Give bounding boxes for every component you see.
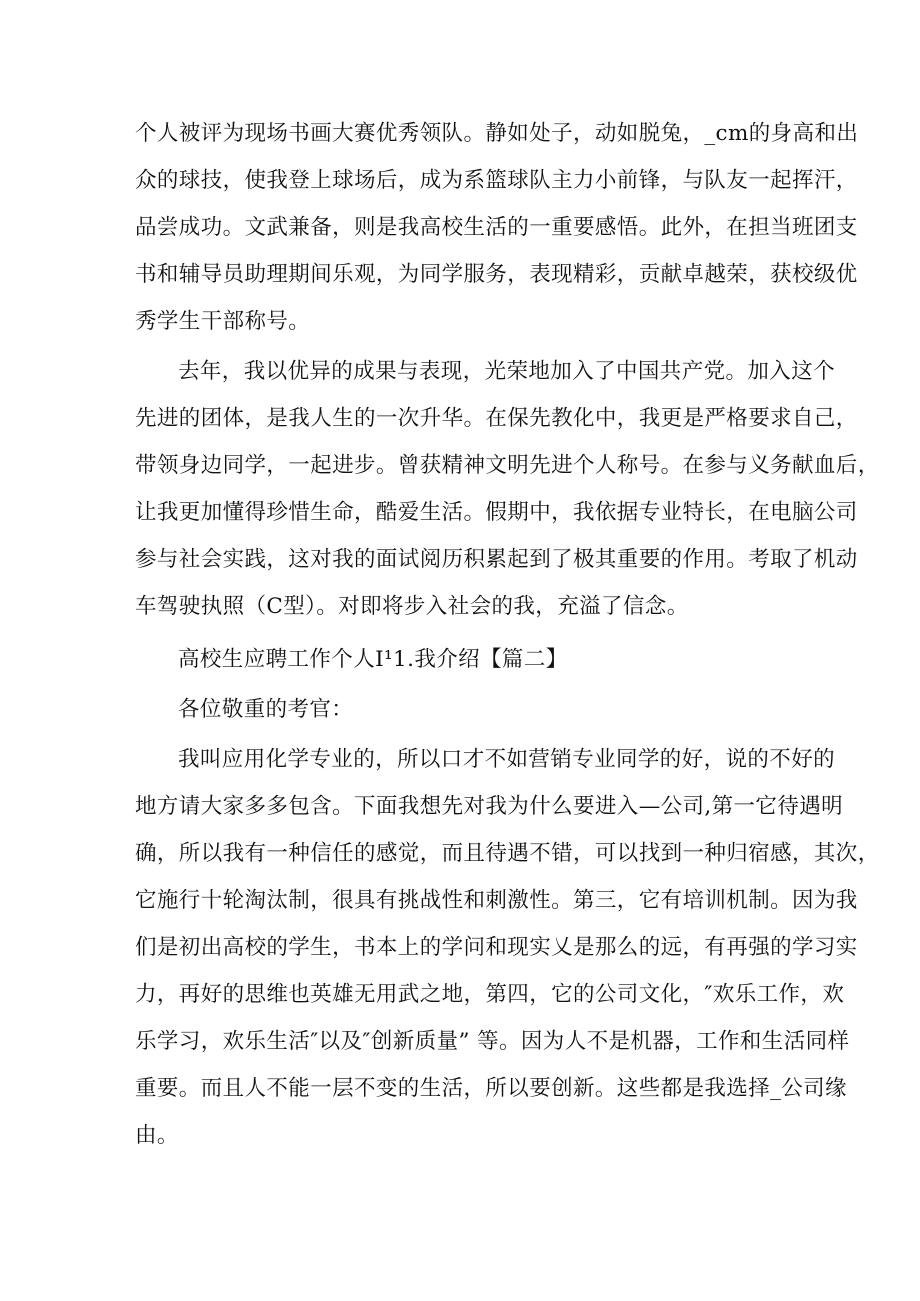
paragraph-2-line-2: 先进的团体，是我人生的一次升华。在保先教化中，我更是严格要求自己， [135, 406, 858, 431]
salutation: 各位敬重的考官： [178, 697, 354, 722]
paragraph-2-line-6: 车驾驶执照（C型）。对即将步入社会的我，充溢了信念。 [135, 594, 689, 619]
paragraph-3-line-1: 我叫应用化学专业的，所以口才不如营销专业同学的好，说的不好的 [178, 747, 836, 772]
paragraph-3-line-4: 它施行十轮淘汰制，很具有挑战性和刺激性。第三，它有培训机制。因为我 [135, 888, 858, 913]
paragraph-1-line-5: 秀学生干部称号。 [135, 309, 311, 334]
paragraph-3-line-6: 力，再好的思维也英雄无用武之地，第四，它的公司文化，″欢乐工作，欢 [135, 982, 845, 1007]
paragraph-3-line-5: 们是初出高校的学生，书本上的学问和现实乂是那么的远，有再强的学习实 [135, 935, 858, 960]
section-heading: 高校生应聘工作个人I¹1.我介绍【篇二】 [178, 647, 568, 672]
paragraph-2-line-3: 带领身边同学，一起进步。曾获精神文明先进个人称号。在参与义务献血后， [135, 453, 880, 478]
paragraph-2-line-1: 去年，我以优异的成果与表现，光荣地加入了中国共产党。加入这个 [178, 359, 836, 384]
paragraph-1-line-1: 个人被评为现场书画大赛优秀领队。静如处子，动如脱兔，_cm的身高和出 [135, 121, 859, 146]
paragraph-1-line-2: 众的球技，使我登上球场后，成为系篮球队主力小前锋，与队友一起挥汗， [135, 168, 858, 193]
paragraph-1-line-3: 品尝成功。文武兼备，则是我高校生活的一重要感悟。此外，在担当班团支 [135, 215, 858, 240]
paragraph-2-line-4: 让我更加懂得珍惜生命，酷爱生活。假期中，我依据专业特长，在电脑公司 [135, 500, 858, 525]
paragraph-3-line-3: 确，所以我有一种信任的感觉，而且待遇不错，可以找到一种归宿感，其次， [135, 841, 880, 866]
paragraph-2-line-5: 参与社会实践，这对我的面试阅历积累起到了极其重要的作用。考取了机动 [135, 547, 858, 572]
paragraph-3-line-8: 重要。而且人不能一层不变的生活，所以要创新。这些都是我选择_公司缘 [135, 1076, 847, 1101]
paragraph-3-line-2: 地方请大家多多包含。下面我想先对我为什么要进入—公司,第一它待遇明 [135, 794, 844, 819]
paragraph-3-line-9: 由。 [135, 1123, 179, 1148]
paragraph-1-line-4: 书和辅导员助理期间乐观，为同学服务，表现精彩，贡献卓越荣，获校级优 [135, 262, 858, 287]
paragraph-3-line-7: 乐学习，欢乐生活″以及″创新质量” 等。因为人不是机器，工作和生活同样 [135, 1029, 850, 1054]
